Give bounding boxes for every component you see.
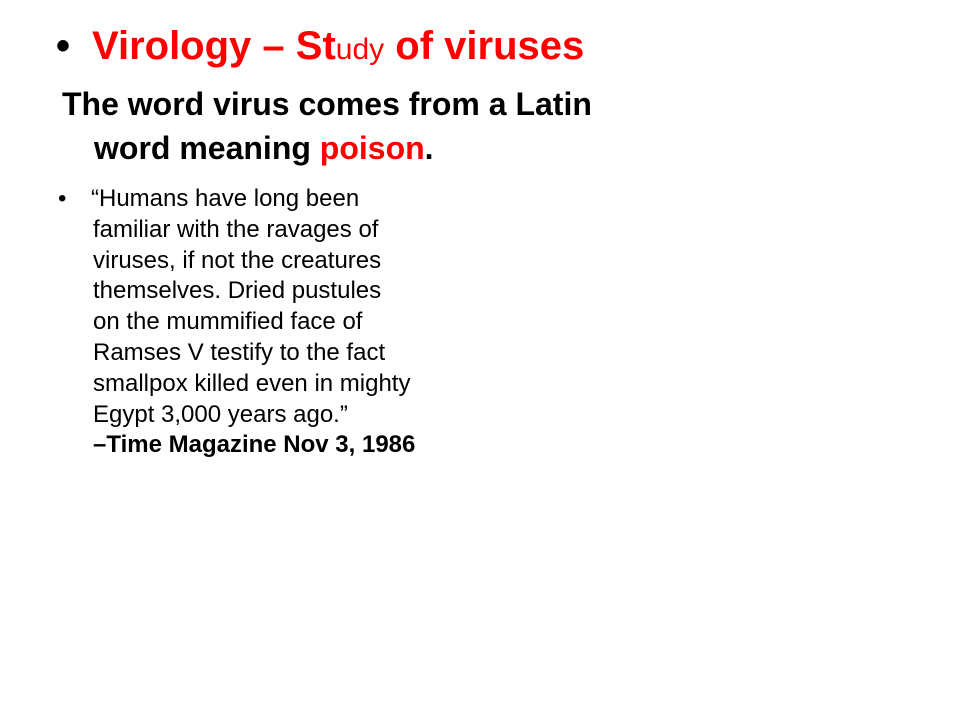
quote-line: smallpox killed even in mighty [93,369,411,397]
quote-line: themselves. Dried pustules [93,277,382,305]
quote-line: “Humans have long been [91,185,360,212]
title-text-part3: of viruses [384,24,585,68]
quote-line: Egypt 3,000 years ago.” [93,400,348,428]
intro-line-1: The word virus comes from a Latin [62,86,592,122]
title-text-part1: Virology – St [92,24,336,68]
intro-line-2-end: . [424,130,434,166]
intro-line-2-start: word meaning [94,130,320,166]
quote-line: viruses, if not the creatures [93,246,382,274]
quote-bullet-icon: • [58,185,67,212]
intro-line-2 [62,126,882,170]
quote-line: familiar with the ravages of [93,215,379,243]
quote-source: –Time Magazine Nov 3, 1986 [93,431,416,459]
quote-line: on the mummified face of [93,308,363,336]
title-bullet-icon: • [56,24,71,68]
poison-highlight: poison [319,130,425,166]
quote-line: Ramses V testify to the fact [93,338,386,366]
quote-lines [93,184,693,461]
intro-paragraph [62,82,882,170]
title-text-part2: udy [335,33,385,66]
slide-title [56,18,584,78]
